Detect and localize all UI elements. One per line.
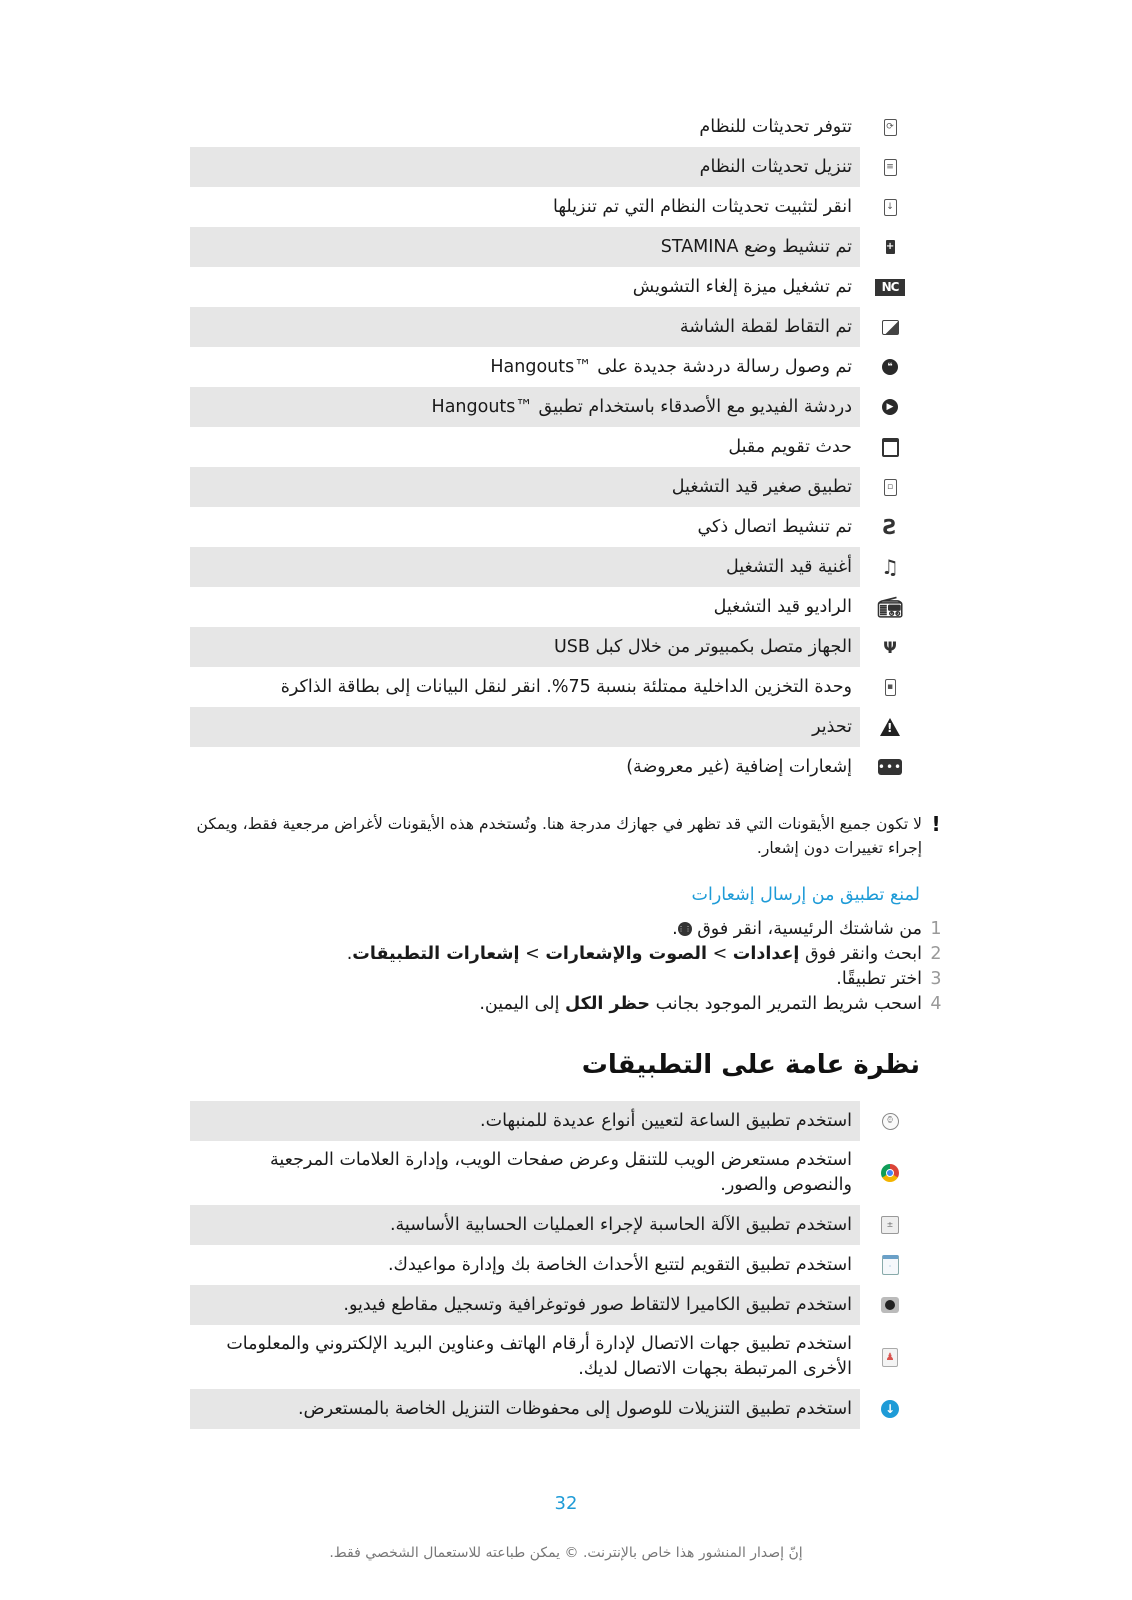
step-text: ابحث وانقر فوق إعدادات > الصوت والإشعارات > إشعارات التطبيقات.	[346, 943, 922, 964]
row-text: الراديو قيد التشغيل	[713, 596, 852, 617]
table-row	[190, 667, 920, 707]
table-row	[190, 547, 920, 587]
chrome-icon	[881, 1164, 899, 1182]
step-item	[190, 991, 950, 1016]
section-title: نظرة عامة على التطبيقات	[581, 1050, 920, 1080]
music-note-icon: ♫	[881, 555, 899, 579]
table-row	[190, 587, 920, 627]
row-text: استخدم تطبيق جهات الاتصال لإدارة أرقام الهاتف وعناوين البريد الإلكتروني والمعلومات الأخرى المرتبطة بجهات الاتصال لديك.	[226, 1334, 852, 1379]
steps-list	[190, 916, 950, 1016]
table-row	[190, 1141, 920, 1205]
step-number: 1	[930, 918, 942, 939]
stamina-battery-icon: +	[885, 241, 895, 252]
table-row	[190, 1285, 920, 1325]
table-row	[190, 747, 920, 787]
usb-icon: Ψ	[883, 637, 897, 657]
table-row	[190, 347, 920, 387]
calendar-app-icon: ·	[882, 1255, 899, 1275]
table-row	[190, 707, 920, 747]
procedure-heading: لمنع تطبيق من إرسال إشعارات	[691, 885, 920, 905]
row-text: تنزيل تحديثات النظام	[190, 147, 860, 187]
apps-grid-icon: ⋮⋮	[678, 922, 692, 936]
update-install-icon: ↓	[884, 199, 897, 216]
row-text: تم تنشيط وضع STAMINA	[190, 227, 860, 267]
page-number: 32	[554, 1493, 578, 1514]
footer-text: إنّ إصدار المنشور هذا خاص بالإنترنت. © يمكن طباعته للاستعمال الشخصي فقط.	[329, 1545, 803, 1561]
step-item	[190, 966, 950, 991]
downloads-icon: ↓	[881, 1400, 899, 1418]
table-row	[190, 1389, 920, 1429]
table-row	[190, 1325, 920, 1389]
warning-icon: !	[880, 718, 900, 736]
smart-connect-icon: Ƨ	[882, 515, 898, 539]
table-row	[190, 627, 920, 667]
step-text: اسحب شريط التمرير الموجود بجانب حظر الكل إلى اليمين.	[479, 993, 922, 1014]
exclamation-icon: !	[931, 812, 941, 836]
step-item	[190, 941, 950, 966]
table-row	[190, 107, 920, 147]
row-text: تتوفر تحديثات للنظام	[699, 116, 852, 137]
step-number: 2	[930, 943, 942, 964]
row-text: استخدم تطبيق الكاميرا لالتقاط صور فوتوغرافية وتسجيل مقاطع فيديو.	[190, 1285, 860, 1325]
row-text: تم التقاط لقطة الشاشة	[190, 307, 860, 347]
camera-icon	[881, 1297, 899, 1313]
table-row	[190, 387, 920, 427]
status-icons-table	[190, 107, 920, 787]
row-text: إشعارات إضافية (غير معروضة)	[626, 756, 852, 777]
note-box	[190, 812, 950, 860]
row-text: تم تنشيط اتصال ذكي	[697, 516, 852, 537]
calendar-event-icon	[882, 438, 899, 457]
table-row	[190, 467, 920, 507]
table-row	[190, 307, 920, 347]
row-text: تطبيق صغير قيد التشغيل	[190, 467, 860, 507]
table-row	[190, 427, 920, 467]
contacts-icon: ♟	[882, 1348, 898, 1367]
row-text: انقر لتثبيت تحديثات النظام التي تم تنزيلها	[552, 196, 852, 217]
small-app-icon: ▫	[884, 479, 897, 496]
nfc-icon: NC	[875, 279, 905, 296]
radio-icon: 📻︎	[877, 595, 903, 619]
row-text: دردشة الفيديو مع الأصدقاء باستخدام تطبيق ™Hangouts	[190, 387, 860, 427]
row-text: استخدم تطبيق الآلة الحاسبة لإجراء العمليات الحسابية الأساسية.	[190, 1205, 860, 1245]
table-row	[190, 507, 920, 547]
apps-overview-table	[190, 1101, 920, 1429]
step-text: من شاشتك الرئيسية، انقر فوق ⋮⋮.	[672, 918, 922, 939]
step-number: 4	[930, 993, 942, 1014]
row-text: استخدم تطبيق التقويم لتتبع الأحداث الخاصة بك وإدارة مواعيدك.	[387, 1254, 852, 1275]
row-text: تم وصول رسالة دردشة جديدة على ™Hangouts	[490, 356, 852, 377]
table-row	[190, 267, 920, 307]
hangouts-message-icon: ❝	[882, 359, 898, 375]
hangouts-video-icon: ▶	[882, 399, 898, 415]
update-available-icon: ⟳	[884, 119, 897, 136]
row-text: الجهاز متصل بكمبيوتر من خلال كبل USB	[190, 627, 860, 667]
screenshot-icon	[882, 320, 899, 335]
update-download-icon: ≡	[884, 159, 897, 176]
row-text: أغنية قيد التشغيل	[190, 547, 860, 587]
table-row	[190, 227, 920, 267]
table-row	[190, 1205, 920, 1245]
row-text: تم تشغيل ميزة إلغاء التشويش	[632, 276, 852, 297]
step-text: اختر تطبيقًا.	[836, 968, 922, 989]
table-row	[190, 147, 920, 187]
more-notifications-icon: •••	[877, 760, 903, 774]
note-text: لا تكون جميع الأيقونات التي قد تظهر في جهازك مدرجة هنا. وتُستخدم هذه الأيقونات لأغراض مرجعية فقط، ويمكن إجراء تغييرات دون إشعار.	[196, 815, 922, 857]
step-item	[190, 916, 950, 941]
row-text: استخدم تطبيق الساعة لتعيين أنواع عديدة للمنبهات.	[190, 1101, 860, 1141]
table-row	[190, 1101, 920, 1141]
calculator-icon: ±	[881, 1216, 899, 1234]
row-text: استخدم مستعرض الويب للتنقل وعرض صفحات الويب، وإدارة العلامات المرجعية والنصوص والصور.	[270, 1150, 852, 1195]
table-row	[190, 1245, 920, 1285]
row-text: تحذير	[190, 707, 860, 747]
row-text: استخدم تطبيق التنزيلات للوصول إلى محفوظات التنزيل الخاصة بالمستعرض.	[190, 1389, 860, 1429]
row-text: وحدة التخزين الداخلية ممتلئة بنسبة 75%. انقر لنقل البيانات إلى بطاقة الذاكرة	[280, 676, 852, 697]
row-text: حدث تقويم مقبل	[728, 436, 852, 457]
step-number: 3	[930, 968, 942, 989]
clock-app-icon: ⌚︎	[882, 1113, 899, 1130]
table-row	[190, 187, 920, 227]
storage-icon: ▪	[885, 679, 896, 696]
